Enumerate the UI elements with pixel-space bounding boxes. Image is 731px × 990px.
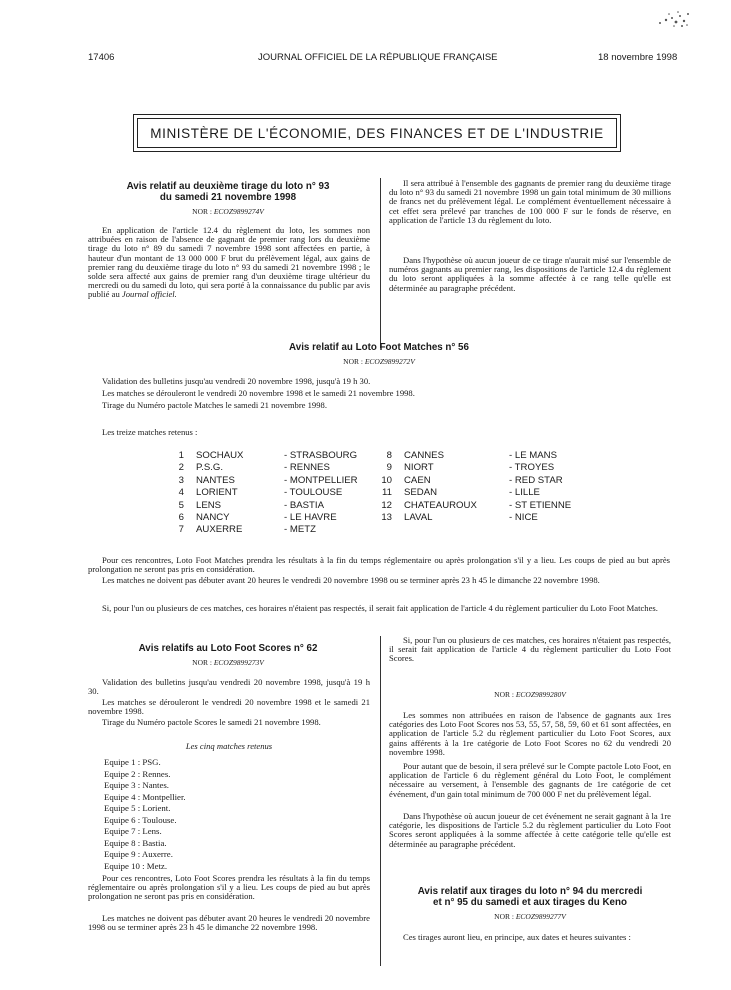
match-home-team: SOCHAUX bbox=[196, 450, 244, 461]
match-row bbox=[378, 475, 563, 486]
column-divider-bottom bbox=[380, 636, 381, 966]
match-away-team: - METZ bbox=[284, 524, 316, 536]
avis-loto-94-title-line2: et n° 95 du samedi et aux tirages du Keno bbox=[433, 897, 627, 908]
match-home-team: CAEN bbox=[404, 474, 431, 486]
match-row bbox=[378, 487, 540, 498]
match-home-team: NIORT bbox=[404, 462, 434, 474]
match-away-team: - LE HAVRE bbox=[284, 512, 337, 523]
match-home-team: LORIENT bbox=[196, 487, 238, 499]
match-away-team: - LE MANS bbox=[509, 450, 557, 461]
match-away-team: - MONTPELLIER bbox=[284, 474, 358, 486]
match-number: 6 bbox=[178, 512, 184, 523]
equipe-item: Equipe 8 : Bastia. bbox=[104, 837, 167, 848]
avis-foot-scores-subtitle: Les cinq matches retenus bbox=[185, 741, 273, 751]
match-row bbox=[170, 475, 358, 486]
match-home-team: NANCY bbox=[196, 512, 230, 523]
equipe-item: Equipe 6 : Toulouse. bbox=[104, 814, 177, 825]
equipe-item: Equipe 7 : Lens. bbox=[104, 826, 162, 836]
match-away-team: - RENNES bbox=[284, 462, 330, 474]
avis-foot-matches-line1: Validation des bulletins jusqu'au vendredi 20 novembre 1998, jusqu'à 19 h 30. bbox=[102, 376, 371, 386]
match-away-team: - STRASBOURG bbox=[284, 450, 358, 461]
avis-loto-93-title bbox=[88, 181, 368, 203]
match-home-team: LENS bbox=[196, 499, 222, 511]
match-row bbox=[170, 512, 337, 523]
avis-foot-scores-line2: Les matches se dérouleront le vendredi 20 novembre 1998 et le samedi 21 novembre 1998. bbox=[88, 697, 370, 717]
avis-foot-matches-after2: Les matches ne doivent pas débuter avant 20 heures le vendredi 20 novembre 1998 ou se terminer après 23 h 45 le dimanche 22 novembre 1998. bbox=[102, 575, 600, 585]
match-row bbox=[170, 524, 316, 535]
match-number: 1 bbox=[178, 450, 184, 461]
equipe-item: Equipe 1 : PSG. bbox=[104, 757, 161, 767]
avis-foot-matches-teams-intro: Les treize matches retenus : bbox=[102, 427, 198, 437]
avis-foot-scores-line3: Tirage du Numéro pactole Scores le samedi 21 novembre 1998. bbox=[102, 717, 321, 727]
avis-loto-93-para1: En application de l'article 12.4 du règlement du loto, les sommes non attribuées en raison de l'absence de gagnant de premier rang lors du deuxième tirage du loto n° 89 du samedi 7 novembre 1998 sont affectées en partie, à hauteur d'un montant de 13 000 000 F brut du prélèvement légal, aux gains de premier rang du deuxième tirage du loto n° 93 du samedi 21 novembre 1998 ; le solde sera affecté aux gains de premier rang d'un deuxième tirage ultérieur du mercredi ou du samedi du loto, qui sera porté à la connaissance du public par avis publié au Journal officiel. bbox=[88, 225, 370, 300]
match-home-team: SEDAN bbox=[404, 487, 438, 499]
ministry-title: MINISTÈRE DE L'ÉCONOMIE, DES FINANCES ET DE L'INDUSTRIE bbox=[137, 118, 617, 148]
equipe-item: Equipe 4 : Montpellier. bbox=[104, 791, 186, 802]
match-number: 7 bbox=[178, 524, 184, 536]
avis-foot-scores-title: Avis relatifs au Loto Foot Scores n° 62 bbox=[138, 643, 318, 654]
avis-foot-scores-nor: NOR : ECOZ9899273V bbox=[192, 658, 264, 667]
column-divider-top bbox=[380, 178, 381, 348]
avis-foot-scores-right4: Dans l'hypothèse où aucun joueur de cet événement ne serait gagnant à la 1re catégorie, les dispositions de l'article 5.2 du règlement particulier du Loto Foot Scores seront appliquées à la somme affectée à cette catégorie telle qu'elle est déterminée au paragraphe précédent. bbox=[389, 811, 671, 849]
equipes-list bbox=[104, 757, 186, 872]
match-row bbox=[170, 500, 324, 511]
avis-foot-scores-right3: Pour autant que de besoin, il sera prélevé sur le Compte pactole Loto Foot, en application de l'article 6 du règlement général du Loto Foot, le complément nécessaire au versement, à l'ensemble des gagnants de 1re catégorie de cet événement, d'un gain total minimum de 700 000 F net du prélèvement légal. bbox=[389, 761, 671, 799]
match-away-team: - TOULOUSE bbox=[284, 487, 343, 499]
match-away-team: - NICE bbox=[509, 512, 538, 523]
header-date: 18 novembre 1998 bbox=[598, 52, 678, 63]
match-number: 8 bbox=[386, 450, 392, 461]
avis-foot-scores-after2: Les matches ne doivent pas débuter avant 20 heures le vendredi 20 novembre 1998 ou se terminer après 23 h 45 le dimanche 22 novembre 1998. bbox=[88, 913, 370, 933]
match-home-team: NANTES bbox=[196, 474, 235, 486]
avis-loto-94-para1: Ces tirages auront lieu, en principe, aux dates et heures suivantes : bbox=[403, 932, 631, 942]
match-row bbox=[170, 487, 342, 498]
match-row bbox=[378, 450, 557, 461]
match-row bbox=[378, 462, 554, 473]
equipe-item: Equipe 2 : Rennes. bbox=[104, 768, 171, 779]
match-number: 2 bbox=[178, 462, 184, 474]
avis-loto-93-para3: Dans l'hypothèse où aucun joueur de ce tirage n'aurait misé sur l'ensemble de numéros gagnants au premier rang, les dispositions de l'article 12.4 du règlement du loto seront appliquées à la somme affectée à ce rang telle qu'elle est déterminée au paragraphe précédent. bbox=[389, 255, 671, 293]
scan-mark bbox=[652, 8, 694, 32]
avis-foot-scores-nor2: NOR : ECOZ9899280V bbox=[494, 690, 566, 699]
match-row bbox=[378, 512, 538, 523]
avis-loto-94-nor: NOR : ECOZ9899277V bbox=[494, 912, 566, 921]
match-home-team: CANNES bbox=[404, 450, 444, 461]
avis-loto-93-title-line2: du samedi 21 novembre 1998 bbox=[159, 192, 297, 203]
equipe-item: Equipe 10 : Metz. bbox=[104, 860, 168, 871]
match-away-team: - TROYES bbox=[509, 462, 555, 474]
avis-foot-matches-line3: Tirage du Numéro pactole Matches le samedi 21 novembre 1998. bbox=[102, 400, 327, 410]
journal-title: JOURNAL OFFICIEL DE LA RÉPUBLIQUE FRANÇAISE bbox=[258, 52, 498, 63]
match-away-team: - RED STAR bbox=[509, 474, 563, 486]
equipe-item: Equipe 9 : Auxerre. bbox=[104, 849, 173, 859]
avis-foot-scores-right2: Les sommes non attribuées en raison de l'absence de gagnants aux 1res catégories des Loto Foot Scores nos 53, 55, 57, 58, 59, 60 et 61 sont affectées, en application de l'article 5.2 du règlement particulier du Loto Foot Scores, aux gains afférents à la 1re catégorie de Loto Foot Scores no 62 du vendredi 20 novembre 1998. bbox=[389, 710, 671, 757]
avis-loto-94-title-line1: Avis relatif aux tirages du loto n° 94 du mercredi bbox=[417, 886, 643, 897]
match-row bbox=[170, 462, 330, 473]
match-away-team: - ST ETIENNE bbox=[509, 499, 572, 511]
avis-foot-scores-right1: Si, pour l'un ou plusieurs de ces matches, ces horaires n'étaient pas respectés, il serait fait application de l'article 4 du règlement particulier du Loto Foot Scores. bbox=[389, 635, 671, 664]
avis-foot-matches-after1: Pour ces rencontres, Loto Foot Matches prendra les résultats à la fin du temps réglementaire ou après prolongation s'il y a lieu. Les coups de pied au but après prolongation ne seront pas pris en considération. bbox=[88, 555, 670, 575]
match-number: 12 bbox=[381, 499, 392, 511]
avis-foot-scores-line1: Validation des bulletins jusqu'au vendredi 20 novembre 1998, jusqu'à 19 h 30. bbox=[88, 677, 370, 697]
match-home-team: P.S.G. bbox=[196, 462, 224, 474]
avis-foot-scores-after1: Pour ces rencontres, Loto Foot Scores prendra les résultats à la fin du temps réglementaire ou après prolongation s'il y a lieu. Les coups de pied au but après prolongation ne seront pas pris en considération. bbox=[88, 873, 370, 902]
match-away-team: - LILLE bbox=[509, 487, 540, 499]
match-number: 9 bbox=[386, 462, 392, 474]
page-number: 17406 bbox=[88, 52, 115, 63]
avis-loto-93-nor: NOR : ECOZ9899274V bbox=[192, 207, 264, 216]
match-number: 5 bbox=[178, 499, 184, 511]
equipe-item: Equipe 5 : Lorient. bbox=[104, 803, 171, 813]
match-row bbox=[170, 450, 357, 461]
match-number: 13 bbox=[381, 512, 392, 523]
equipe-item: Equipe 3 : Nantes. bbox=[104, 780, 169, 790]
match-home-team: LAVAL bbox=[404, 512, 433, 523]
avis-loto-93-para2: Il sera attribué à l'ensemble des gagnants de premier rang du deuxième tirage du loto n° 93 du samedi 21 novembre 1998 un gain total minimum de 30 millions de francs net du prélèvement légal. Le complément éventuellement nécessaire à cet effet sera prélevé par tranches de 100 000 F sur le fonds de réserve, en application de l'article 13 du règlement du loto. bbox=[389, 178, 671, 225]
match-away-team: - BASTIA bbox=[284, 499, 324, 511]
match-home-team: CHATEAUROUX bbox=[404, 499, 477, 511]
match-number: 10 bbox=[381, 474, 392, 486]
avis-loto-94-title bbox=[389, 886, 671, 908]
avis-foot-matches-nor: NOR : ECOZ9899272V bbox=[343, 357, 415, 366]
avis-foot-matches-after3: Si, pour l'un ou plusieurs de ces matches, ces horaires n'étaient pas respectés, il serait fait application de l'article 4 du règlement particulier du Loto Foot Matches. bbox=[102, 603, 658, 613]
avis-loto-93-title-line1: Avis relatif au deuxième tirage du loto n° 93 bbox=[126, 181, 330, 192]
match-home-team: AUXERRE bbox=[196, 524, 243, 536]
match-number: 11 bbox=[382, 487, 392, 499]
match-number: 4 bbox=[178, 487, 184, 499]
avis-foot-matches-line2: Les matches se dérouleront le vendredi 20 novembre 1998 et le samedi 21 novembre 1998. bbox=[102, 388, 415, 398]
match-number: 3 bbox=[178, 474, 184, 486]
avis-foot-matches-title: Avis relatif au Loto Foot Matches n° 56 bbox=[289, 342, 469, 353]
match-row bbox=[378, 500, 571, 511]
